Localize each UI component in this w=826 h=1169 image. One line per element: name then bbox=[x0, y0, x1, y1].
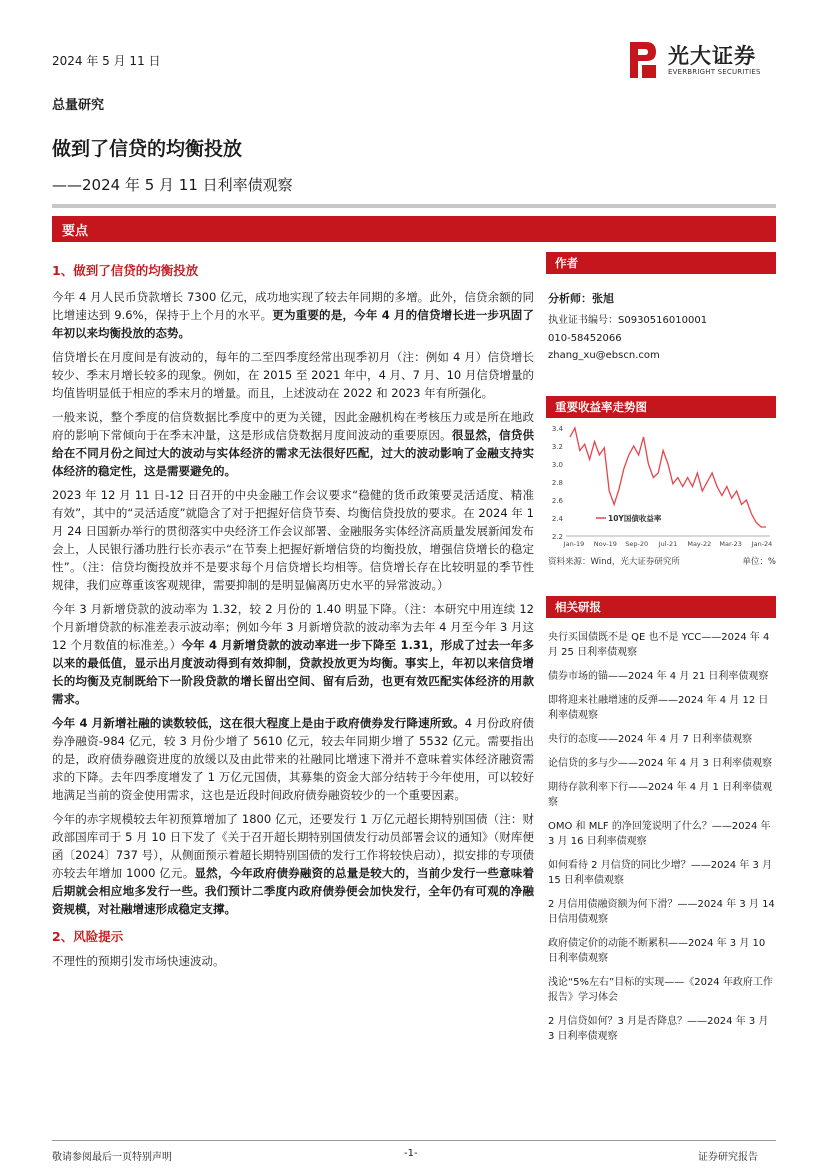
footer-report-type: 证券研究报告 bbox=[698, 1152, 758, 1163]
text-run: 2023 年 12 月 11 日-12 日召开的中央金融工作会议要求“稳健的货币政策要灵活适度、精准有效”，其中的“灵活适度”就隐含了对于把握好信贷节奏、均衡信贷投放的要求。在 2024 年 1 月 24 日国新办举行的贯彻落实中央经济工作会议部署、金融服务实体经济高质量发展新闻发布会上，人民银行潘功胜行长亦表示“在节奏上把握好新增信贷的均衡投放，增强信贷增长的稳定性”。（注：信贷均衡投放并不是要求每个月信贷增长均相等。信贷增长存在比较明显的季节性规律，我们应尊重该客观规律，需要抑制的是明显偏离历史水平的异常波动。） bbox=[52, 488, 534, 592]
body-paragraph bbox=[52, 600, 534, 708]
y-tick-label: 2.6 bbox=[551, 497, 563, 505]
chart-bar-label: 重要收益率走势图 bbox=[555, 400, 647, 414]
related-report-link[interactable]: 2 月信用债融资额为何下滑？——2024 年 3 月 14 日信用债观察 bbox=[548, 899, 775, 925]
related-report-link[interactable]: 论信贷的多与少——2024 年 4 月 3 日利率债观察 bbox=[548, 758, 773, 769]
related-bar-label: 相关研报 bbox=[555, 600, 601, 614]
bold-run: 更为重要的是，今年 4 月的信贷增长进一步巩固了年初以来均衡投放的态势。 bbox=[52, 308, 534, 340]
yield-chart bbox=[546, 420, 776, 550]
y-tick-label: 3.0 bbox=[551, 461, 563, 469]
report-title: 做到了信贷的均衡投放 bbox=[52, 138, 243, 160]
logo-mark-icon bbox=[626, 40, 660, 80]
related-report-link[interactable]: OMO 和 MLF 的净回笼说明了什么？——2024 年 3 月 16 日利率债观察 bbox=[548, 821, 771, 847]
analyst-email[interactable] bbox=[548, 349, 660, 363]
text-run: 不理性的预期引发市场快速波动。 bbox=[52, 954, 225, 968]
related-report-link[interactable]: 如何看待 2 月信贷的同比少增？——2024 年 3 月 15 日利率债观察 bbox=[548, 860, 773, 886]
logo-text-en: EVERBRIGHT SECURITIES bbox=[668, 68, 761, 76]
y-tick-label: 3.4 bbox=[551, 425, 563, 433]
x-tick-label: Nov-19 bbox=[593, 540, 617, 548]
related-report-link[interactable]: 央行买国债既不是 QE 也不是 YCC——2024 年 4 月 25 日利率债观察 bbox=[548, 632, 770, 658]
series-line-10y bbox=[570, 428, 766, 527]
analyst-name: 分析师：张旭 bbox=[548, 292, 614, 305]
bold-run: 显然，今年政府债券融资的总量是较大的，当前少发行一些意味着后期就会相应地多发行一些。我们预计二季度内政府债券便会加快发行，全年仍有可观的净融资规模，对社融增速形成稳定支撑。 bbox=[52, 866, 534, 916]
bold-run: 今年 4 月新增贷款的波动率进一步下降至 1.31，形成了过去一年多以来的最低值，显示出月度波动得到有效抑制，贷款投放更为均衡。事实上，年初以来信贷增长的均衡及克制既给下一阶段贷款的增长留出空间、留有后劲，也更有效匹配实体经济的用款需求。 bbox=[52, 638, 534, 706]
bold-run: 很显然，信贷供给在不同月份之间过大的波动与实体经济的需求无法很好匹配，过大的波动影响了金融支持实体经济的稳定性，这是需要避免的。 bbox=[52, 428, 534, 478]
related-reports-list bbox=[548, 630, 776, 1053]
footer-divider bbox=[52, 1140, 776, 1141]
x-tick-label: Jan-24 bbox=[751, 540, 773, 548]
x-tick-label: Jul-21 bbox=[658, 540, 678, 548]
keypoints-bar bbox=[52, 216, 776, 242]
section-1-body bbox=[52, 288, 534, 918]
bold-run: 今年 4 月新增社融的读数较低，这在很大程度上是由于政府债券发行降速所致。 bbox=[52, 716, 465, 730]
page-number: -1- bbox=[404, 1148, 418, 1159]
y-tick-label: 2.2 bbox=[551, 533, 563, 541]
related-bar bbox=[546, 596, 776, 618]
header-divider bbox=[52, 204, 776, 208]
x-tick-label: Sep-20 bbox=[625, 540, 649, 548]
logo-text-cn: 光大证券 bbox=[668, 44, 756, 68]
text-run: 一般来说，整个季度的信贷数据比季度中的更为关键，因此金融机构在考核压力或是所在地政府的影响下常倾向于在季末冲量，这是形成信贷数据月度间波动的重要原因。 bbox=[52, 410, 534, 442]
text-run: 今年 3 月新增贷款的波动率为 1.32，较 2 月份的 1.40 明显下降。（注：本研究中用连续 12 个月新增贷款的标准差表示波动率；例如今年 3 月新增贷款的波动率为去年 4 月至今年 3 月这 12 个月数值的标准差。） bbox=[52, 602, 534, 652]
body-paragraph bbox=[52, 810, 534, 918]
y-tick-label: 3.2 bbox=[551, 443, 563, 451]
text-run: 今年 4 月人民币贷款增长 7300 亿元，成功地实现了较去年同期的多增。此外，信贷余额的同比增速达到 9.6%，保持于上个月的水平。 bbox=[52, 290, 534, 322]
text-run: 信贷增长在月度间是有波动的，每年的二至四季度经常出现季初月（注：例如 4 月）信贷增长较少、季末月增长较多的现象。例如，在 2015 至 2021 年中，4 月、7 月、10 月信贷增量的均值皆明显低于相应的季末月的增量。而且，上述波动在 2022 和 2023 年有所强化。 bbox=[52, 350, 534, 400]
chart-bar bbox=[546, 396, 776, 418]
section-heading-2: 2、风险提示 bbox=[52, 929, 124, 944]
text-run: 今年的赤字规模较去年初预算增加了 1800 亿元，还要发行 1 万亿元超长期特别国债（注：财政部国库司于 5 月 10 日下发了《关于召开超长期特别国债发行动员部署会议的通知》（财库便函〔2024〕737 号），从侧面预示着超长期特别国债的发行工作将较快启动），拟安排的专项债亦较去年增加 1000 亿元。 bbox=[52, 812, 534, 880]
report-category: 总量研究 bbox=[52, 98, 105, 113]
chart-unit: 单位：% bbox=[742, 557, 776, 567]
x-tick-label: Mar-23 bbox=[719, 540, 742, 548]
y-tick-label: 2.4 bbox=[551, 515, 563, 523]
footer-disclaimer[interactable]: 敬请参阅最后一页特别声明 bbox=[52, 1152, 172, 1163]
keypoints-label: 要点 bbox=[62, 224, 89, 239]
yield-chart-svg bbox=[546, 420, 776, 550]
related-report-link[interactable]: 浅论“5%左右”目标的实现——《2024 年政府工作报告》学习体会 bbox=[548, 977, 773, 1003]
related-report-link[interactable]: 2 月信贷如何？3 月是否降息？——2024 年 3 月 3 日利率债观察 bbox=[548, 1016, 769, 1042]
chart-source: 资料来源：Wind，光大证券研究所 bbox=[548, 557, 680, 567]
author-bar-label: 作者 bbox=[555, 256, 578, 270]
body-paragraph bbox=[52, 952, 534, 970]
body-paragraph bbox=[52, 408, 534, 480]
legend-label: 10Y国债收益率 bbox=[608, 514, 662, 523]
company-logo bbox=[626, 40, 776, 82]
analyst-email-link[interactable]: zhang_xu@ebscn.com bbox=[548, 350, 660, 361]
section-2-body bbox=[52, 952, 534, 970]
related-report-link[interactable]: 债券市场的锚——2024 年 4 月 21 日利率债观察 bbox=[548, 671, 769, 682]
chart-source-row bbox=[548, 555, 776, 567]
body-paragraph bbox=[52, 714, 534, 804]
related-report-link[interactable]: 政府债定价的动能不断累积——2024 年 3 月 10 日利率债观察 bbox=[548, 938, 766, 964]
y-tick-label: 2.8 bbox=[551, 479, 563, 487]
text-run: 4 月份政府债券净融资-984 亿元，较 3 月份少增了 5610 亿元，较去年同期少增了 5532 亿元。需要指出的是，政府债券融资进度的放缓以及由此带来的社融同比增速下滑并不意味着实体经济融资需求的下降。去年四季度增发了 1 万亿元国债，其募集的资金大部分结转于今年使用，可以较好地满足当前的资金使用需求，这也是近段时间政府债券融资较少的一个重要因素。 bbox=[52, 716, 534, 802]
related-report-link[interactable]: 央行的态度——2024 年 4 月 7 日利率债观察 bbox=[548, 734, 753, 745]
x-tick-label: Jan-19 bbox=[563, 540, 585, 548]
related-report-link[interactable]: 期待存款利率下行——2024 年 4 月 1 日利率债观察 bbox=[548, 782, 773, 808]
section-heading-1: 1、做到了信贷的均衡投放 bbox=[52, 263, 199, 278]
body-paragraph bbox=[52, 486, 534, 594]
related-report-link[interactable]: 即将迎来社融增速的反弹——2024 年 4 月 12 日利率债观察 bbox=[548, 695, 769, 721]
analyst-cert: 执业证书编号：S0930516010001 bbox=[548, 315, 708, 326]
report-date: 2024 年 5 月 11 日 bbox=[52, 54, 161, 68]
body-paragraph bbox=[52, 288, 534, 342]
body-paragraph bbox=[52, 348, 534, 402]
x-tick-label: May-22 bbox=[687, 540, 712, 548]
analyst-phone: 010-58452066 bbox=[548, 333, 622, 344]
report-subtitle: ——2024 年 5 月 11 日利率债观察 bbox=[52, 176, 293, 194]
main-body bbox=[52, 262, 534, 976]
author-bar bbox=[546, 252, 776, 274]
